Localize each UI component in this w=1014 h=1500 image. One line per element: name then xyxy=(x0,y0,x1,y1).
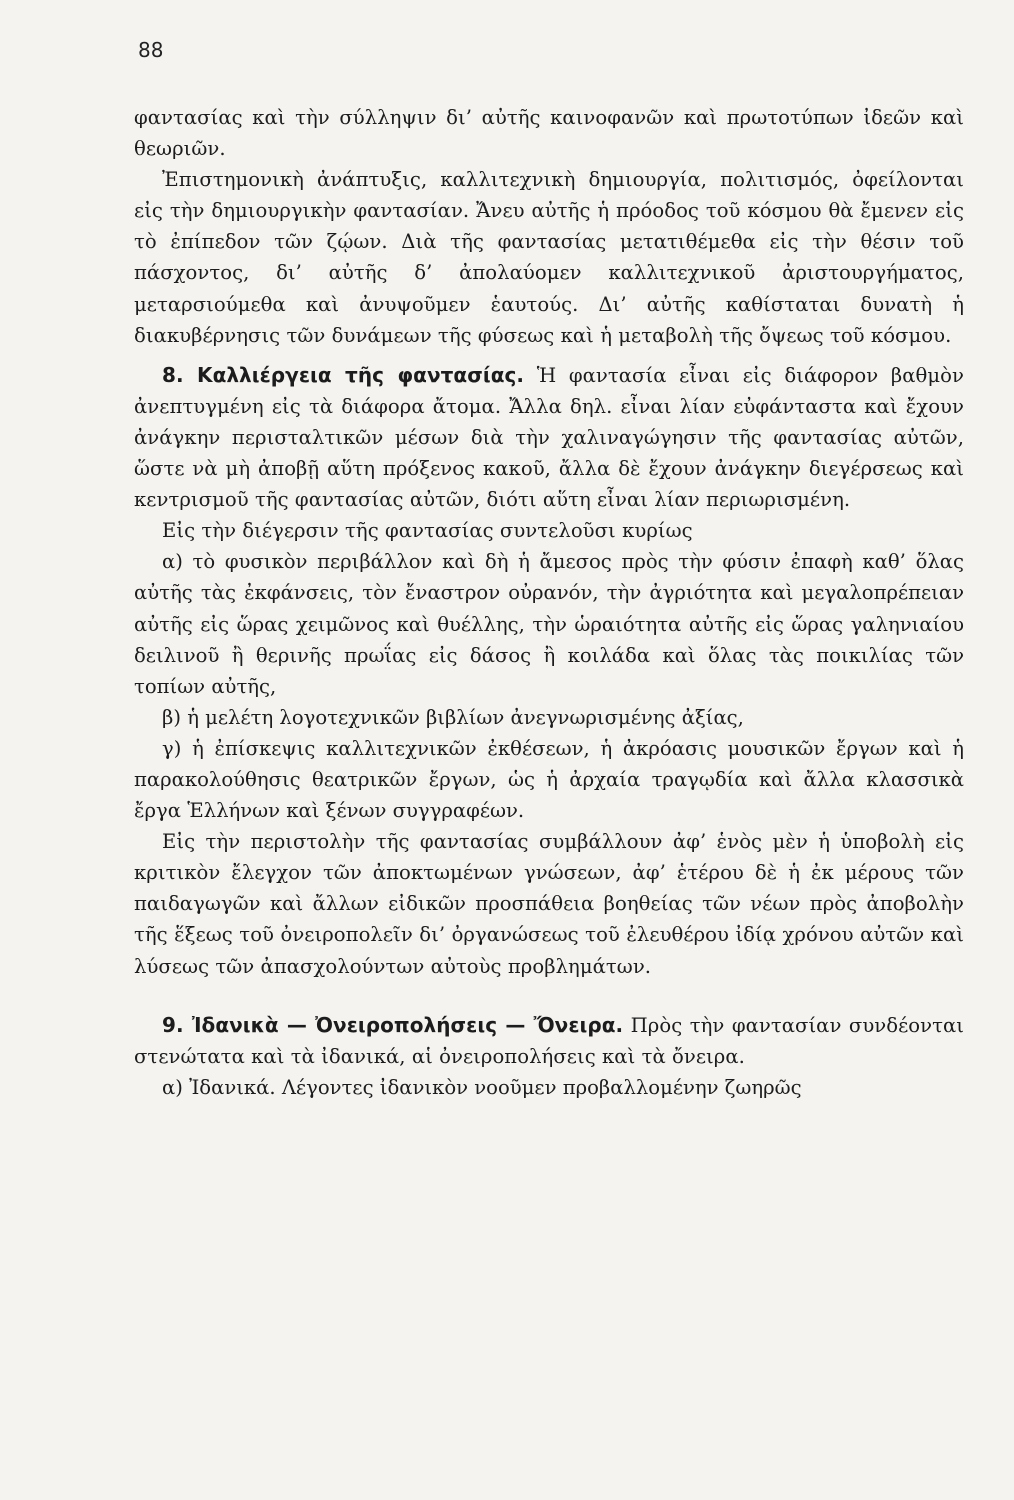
list-item-a: α) τὸ φυσικὸν περιβάλλον καὶ δὴ ἡ ἄμεσος πρὸς τὴν φύσιν ἐπαφὴ καθ’ ὅλας αὐτῆς τὰς ἐκφάνσεις, τὸν ἔναστρον οὐρανόν, τὴν ἀγριότητα καὶ μεγαλοπρέπειαν αὐτῆς εἰς ὥρας χειμῶνος καὶ θυέλλης, τὴν ὡραιότητα αὐτῆς εἰς ὥρας γαληνιαίου δειλινοῦ ἢ θερινῆς πρωΐας εἰς δάσος ἢ κοιλάδα καὶ ὅλας τὰς ποικιλίας τῶν τοπίων αὐτῆς, xyxy=(134,550,964,698)
list-item-a2-text: Λέγοντες ἰδανικὸν νοοῦμεν προβαλλομένην ζωηρῶς xyxy=(281,1075,802,1099)
section-9-heading: 9. Ἰδανικὰ — Ὀνειροπολήσεις — Ὄνειρα. xyxy=(162,1012,624,1037)
section-9 xyxy=(134,1010,964,1072)
list-item-b: β) ἡ μελέτη λογοτεχνικῶν βιβλίων ἀνεγνωρισμένης ἀξίας, xyxy=(162,705,744,729)
section-8-text: Ἡ φαντασία εἶναι εἰς διάφορον βαθμὸν ἀνεπτυγμένη εἰς τὰ διάφορα ἄτομα. Ἄλλα δηλ. εἶναι λίαν εὐφάνταστα καὶ ἔχουν ἀνάγκην περισταλτικῶν μέσων διὰ τὴν χαλιναγώγησιν τῆς φαντασίας αὐτῶν, ὥστε νὰ μὴ ἀποβῇ αὕτη πρόξενος κακοῦ, ἄλλα δὲ ἔχουν ἀνάγκην διεγέρσεως καὶ κεντρισμοῦ τῆς φαντασίας αὐτῶν, διότι αὕτη εἶναι λίαν περιωρισμένη. xyxy=(134,363,964,512)
paragraph-4: Εἰς τὴν περιστολὴν τῆς φαντασίας συμβάλλουν ἀφ’ ἑνὸς μὲν ἡ ὑποβολὴ εἰς κριτικὸν ἔλεγχον τῶν ἀποκτωμένων γνώσεων, ἀφ’ ἑτέρου δὲ ἡ ἐκ μέρους τῶν παιδαγωγῶν καὶ ἄλλων εἰδικῶν προσπάθεια βοηθείας τῶν νέων πρὸς ἀποβολὴν τῆς ἕξεως τοῦ ὀνειροπολεῖν δι’ ὀργανώσεως τοῦ ἐλευθέρου ἰδίᾳ χρόνου αὐτῶν καὶ λύσεως τῶν ἀπασχολούντων αὐτοὺς προβλημάτων. xyxy=(134,830,964,978)
paragraph-1: φαντασίας καὶ τὴν σύλληψιν δι’ αὐτῆς καινοφανῶν καὶ πρωτοτύπων ἰδεῶν καὶ θεωριῶν. xyxy=(134,106,964,161)
spacer xyxy=(134,982,964,1010)
list-item-c: γ) ἡ ἐπίσκεψις καλλιτεχνικῶν ἐκθέσεων, ἡ ἀκρόασις μουσικῶν ἔργων καὶ ἡ παρακολούθησις θεατρικῶν ἔργων, ὡς ἡ ἀρχαία τραγῳδία καὶ ἄλλα κλασσικὰ ἔργα Ἑλλήνων καὶ ξένων συγγραφέων. xyxy=(134,736,964,823)
section-8 xyxy=(134,360,964,515)
section-8-heading: 8. Καλλιέργεια τῆς φαντασίας. xyxy=(162,362,525,387)
list-item-a2-label: α) Ἰδανικά. xyxy=(162,1075,276,1099)
paragraph-2: Ἐπιστημονικὴ ἀνάπτυξις, καλλιτεχνικὴ δημιουργία, πολιτισμός, ὀφείλονται εἰς τὴν δημιουργικὴν φαντασίαν. Ἄνευ αὐτῆς ἡ πρόοδος τοῦ κόσμου θὰ ἔμενεν εἰς τὸ ἐπίπεδον τῶν ζῴων. Διὰ τῆς φαντασίας μετατιθέμεθα εἰς τὴν θέσιν τοῦ πάσχοντος, δι’ αὐτῆς δ’ ἀπολαύομεν καλλιτεχνικοῦ ἀριστουργήματος, μεταρσιούμεθα καὶ ἀνυψοῦμεν ἑαυτούς. Δι’ αὐτῆς καθίσταται δυνατὴ ἡ διακυβέρνησις τῶν δυνάμεων τῆς φύσεως καὶ ἡ μεταβολὴ τῆς ὄψεως τοῦ κόσμου. xyxy=(134,168,964,347)
page-number: 88 xyxy=(138,38,164,62)
list-item-a2 xyxy=(134,1072,964,1103)
paragraph-3: Εἰς τὴν διέγερσιν τῆς φαντασίας συντελοῦσι κυρίως xyxy=(162,519,693,543)
section-9-text: Πρὸς τὴν φαντασίαν συνδέονται στενώτατα καὶ τὰ ἰδανικά, αἱ ὀνειροπολήσεις καὶ τὰ ὄνειρα. xyxy=(134,1013,965,1068)
spacer xyxy=(134,351,964,360)
body-text xyxy=(134,102,964,1103)
